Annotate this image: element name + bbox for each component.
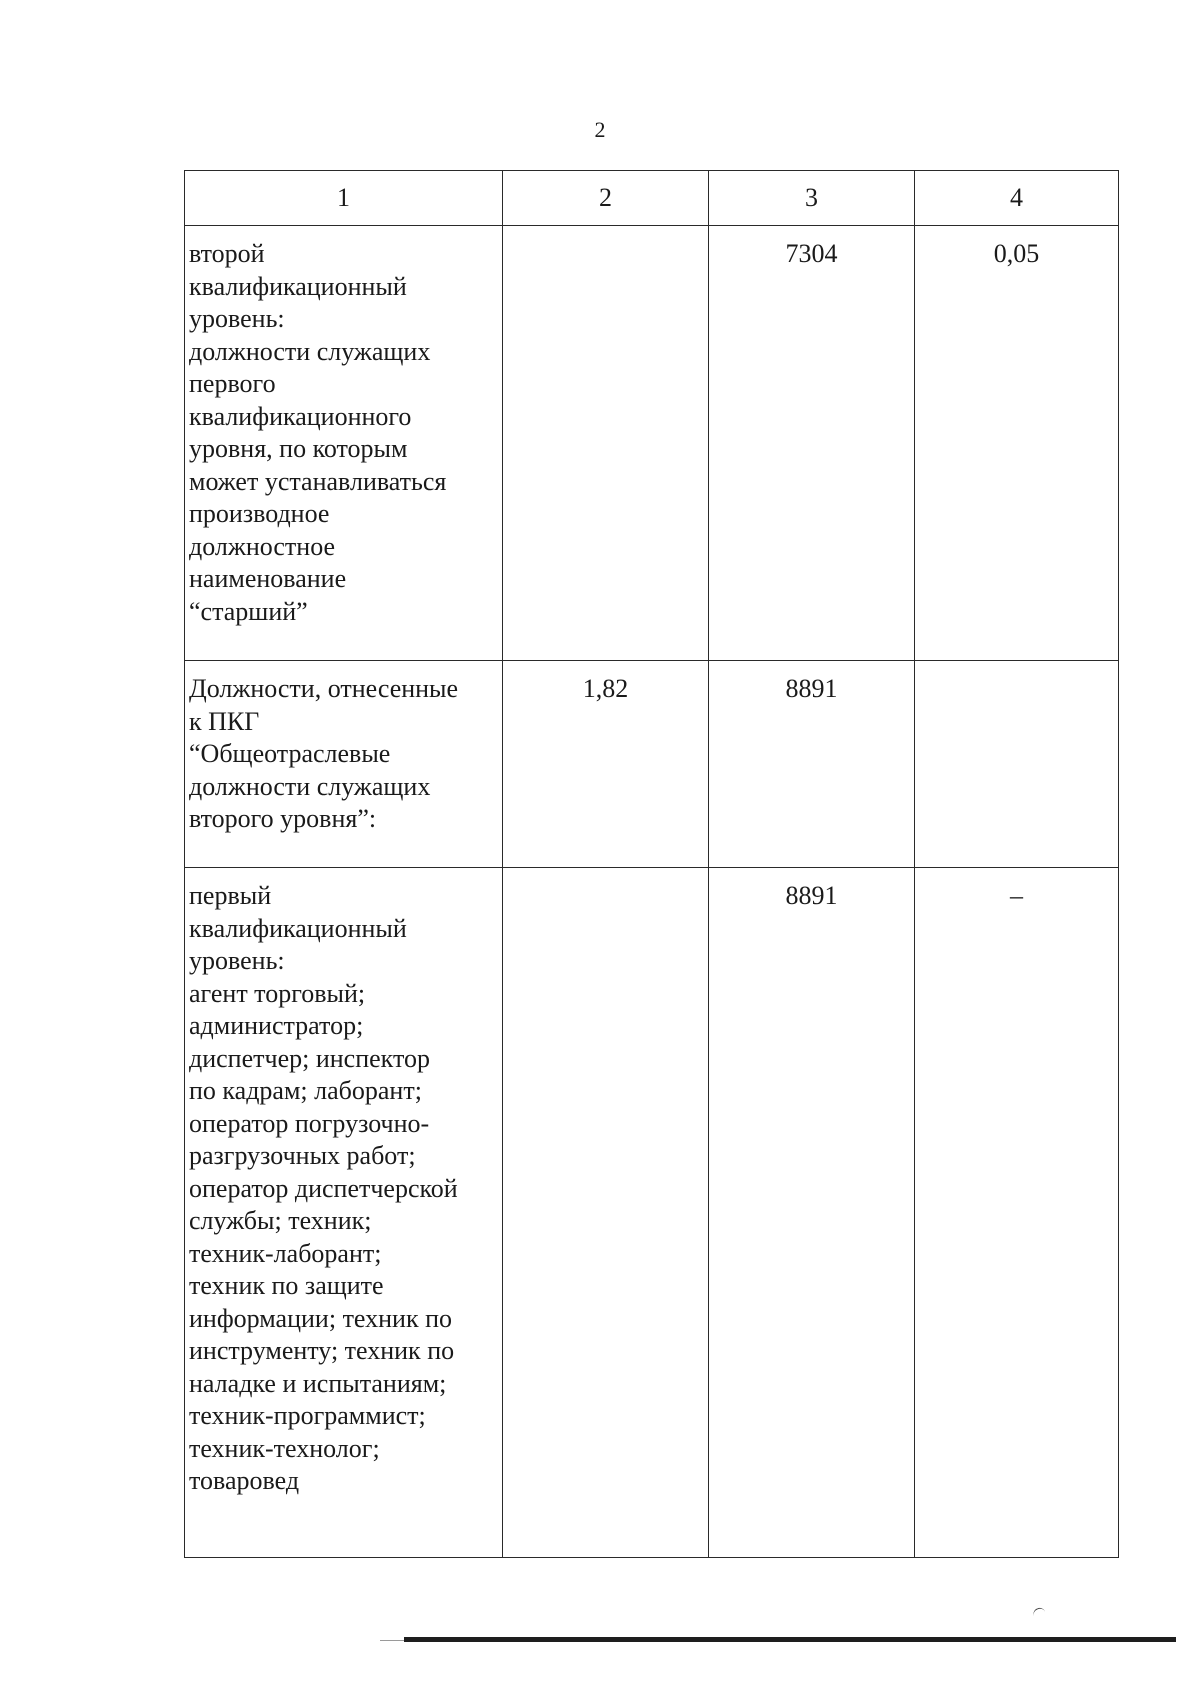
row-2-col-1 bbox=[185, 661, 503, 868]
row-2-col-3: 8891 bbox=[709, 661, 915, 868]
row-3-col-2 bbox=[503, 868, 709, 1558]
table-row bbox=[185, 868, 1119, 1558]
row-3-description: первый квалификационный уровень: агент торговый; администратор; диспетчер; инспектор по кадрам; лаборант; оператор погрузочно- разгрузочных работ; оператор диспетчерской службы; техник; техник-лаборант; техник по защите информации; техник по инструменту; техник по наладке и испытаниям; техник-программист; техник-технолог; товаровед bbox=[189, 881, 458, 1495]
row-3-col-3: 8891 bbox=[709, 868, 915, 1558]
row-1-col-2 bbox=[503, 226, 709, 661]
header-cell-2: 2 bbox=[503, 171, 709, 226]
row-1-description: второй квалификационный уровень: должности служащих первого квалификационного уровня, по которым может устанавливаться производное должностное наименование “старший” bbox=[189, 239, 447, 626]
row-3-col-4: – bbox=[915, 868, 1119, 1558]
row-1-col-3: 7304 bbox=[709, 226, 915, 661]
row-3-col-1 bbox=[185, 868, 503, 1558]
row-2-description: Должности, отнесенные к ПКГ “Общеотраслевые должности служащих второго уровня”: bbox=[189, 674, 459, 833]
salary-table bbox=[184, 170, 1119, 1558]
header-cell-1: 1 bbox=[185, 171, 503, 226]
table-row bbox=[185, 226, 1119, 661]
table-header-row bbox=[185, 171, 1119, 226]
pen-mark bbox=[1032, 1606, 1046, 1619]
row-1-col-4: 0,05 bbox=[915, 226, 1119, 661]
header-cell-3: 3 bbox=[709, 171, 915, 226]
table-row bbox=[185, 661, 1119, 868]
row-2-col-2: 1,82 bbox=[503, 661, 709, 868]
bottom-rule bbox=[404, 1637, 1176, 1642]
row-1-col-1 bbox=[185, 226, 503, 661]
header-cell-4: 4 bbox=[915, 171, 1119, 226]
row-2-col-4 bbox=[915, 661, 1119, 868]
page-number: 2 bbox=[594, 117, 606, 142]
